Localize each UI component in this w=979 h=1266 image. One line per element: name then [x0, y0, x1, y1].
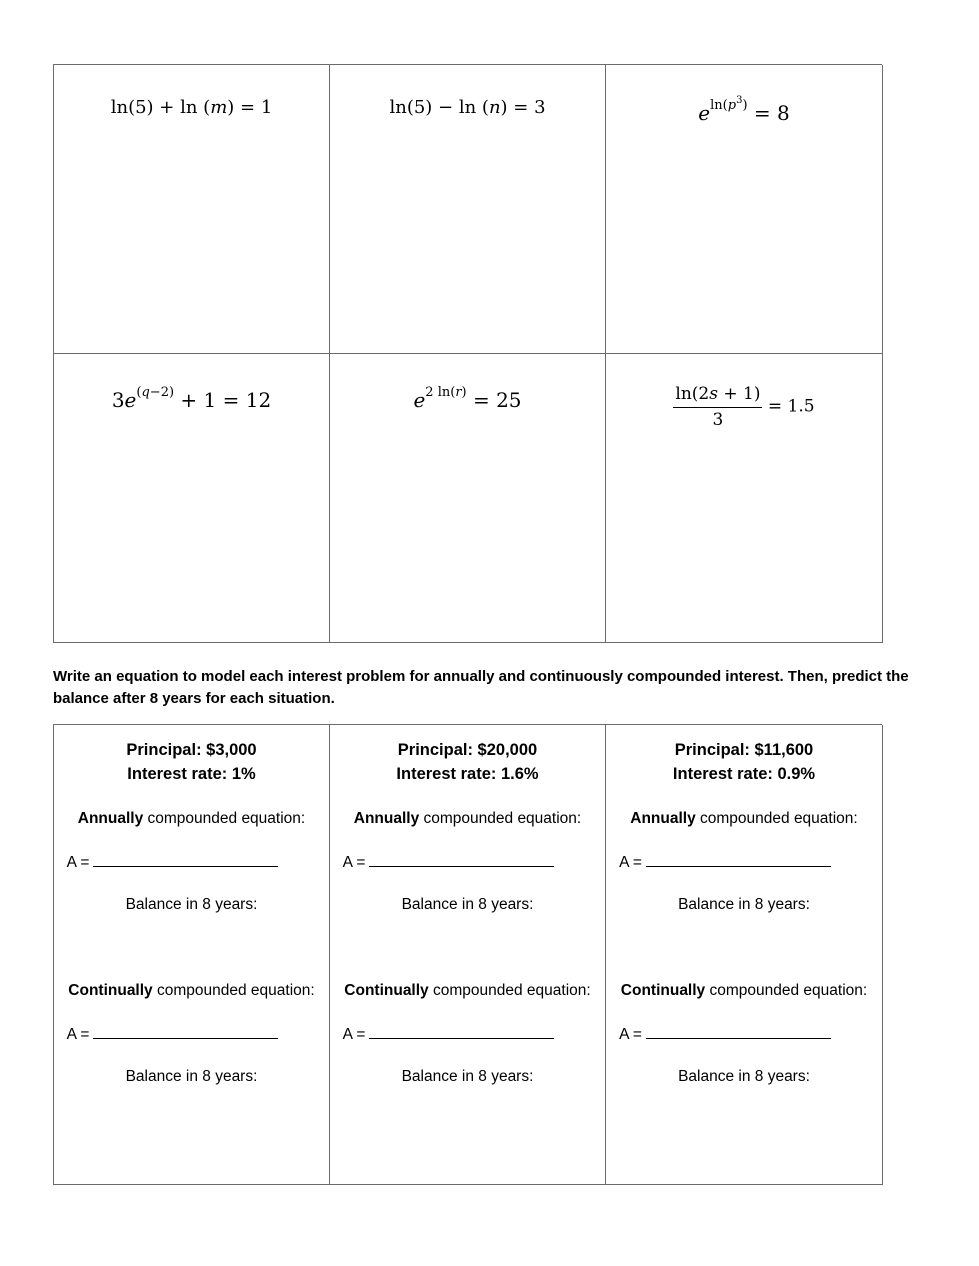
- continuous-label: Continually compounded equation:: [620, 982, 868, 999]
- equation-5: $e^{2 ln(r)} = 25$: [413, 385, 522, 412]
- interest-cell-3[interactable]: [606, 725, 883, 1185]
- equation-cell-2[interactable]: [330, 65, 606, 354]
- interest-cell-1[interactable]: [54, 725, 330, 1185]
- continuous-label: Continually compounded equation:: [344, 982, 591, 999]
- equation-1: ln(5) + ln (m) = 1: [110, 97, 273, 118]
- annual-answer-blank[interactable]: A =: [292, 852, 605, 872]
- equation-cell-4[interactable]: [54, 354, 330, 643]
- interest-grid: [53, 724, 882, 1185]
- equation-2: ln(5) − ln (n) = 3: [389, 97, 546, 118]
- annual-label: Annually compounded equation:: [353, 810, 582, 827]
- continuous-balance-label: Balance in 8 years:: [678, 1068, 810, 1085]
- instructions-text: Write an equation to model each interest problem for annually and continuously compounded interest. Then, predict the balance after 8 years for each situation.: [53, 668, 909, 707]
- problem-header: Principal: $11,600 Interest rate: 0.9%: [672, 741, 816, 783]
- problem-header: Principal: $3,000 Interest rate: 1%: [126, 741, 257, 783]
- equation-cell-3[interactable]: [606, 65, 883, 354]
- continuous-balance-label: Balance in 8 years:: [125, 1068, 258, 1085]
- annual-label: Annually compounded equation:: [630, 810, 858, 827]
- equation-4: $3e^{(q-2)} + 1 = 12$: [111, 385, 272, 412]
- equation-3: $e^{ln(p^3)} = 8$: [698, 95, 790, 125]
- equation-cell-1[interactable]: [54, 65, 330, 354]
- annual-answer-blank[interactable]: A =: [568, 852, 882, 872]
- equation-cell-5[interactable]: [330, 354, 606, 643]
- annual-answer-blank[interactable]: A =: [16, 852, 329, 872]
- equation-cell-6[interactable]: [606, 354, 883, 643]
- annual-balance-label: Balance in 8 years:: [125, 896, 258, 913]
- continuous-answer-blank[interactable]: A =: [16, 1024, 329, 1044]
- continuous-answer-blank[interactable]: A =: [292, 1024, 605, 1044]
- continuous-balance-label: Balance in 8 years:: [401, 1068, 534, 1085]
- annual-balance-label: Balance in 8 years:: [401, 896, 534, 913]
- interest-cell-2[interactable]: [330, 725, 606, 1185]
- problem-header: Principal: $20,000 Interest rate: 1.6%: [396, 741, 539, 783]
- fraction: $\frac{\ln(2s + 1)}{3}$: [675, 384, 761, 430]
- equation-grid: [53, 64, 882, 643]
- annual-label: Annually compounded equation:: [77, 810, 306, 827]
- annual-balance-label: Balance in 8 years:: [678, 896, 810, 913]
- equation-6: $\frac{\ln(2s + 1)}{3}$ = 1.5: [675, 384, 815, 430]
- continuous-label: Continually compounded equation:: [68, 982, 315, 999]
- continuous-answer-blank[interactable]: A =: [568, 1024, 882, 1044]
